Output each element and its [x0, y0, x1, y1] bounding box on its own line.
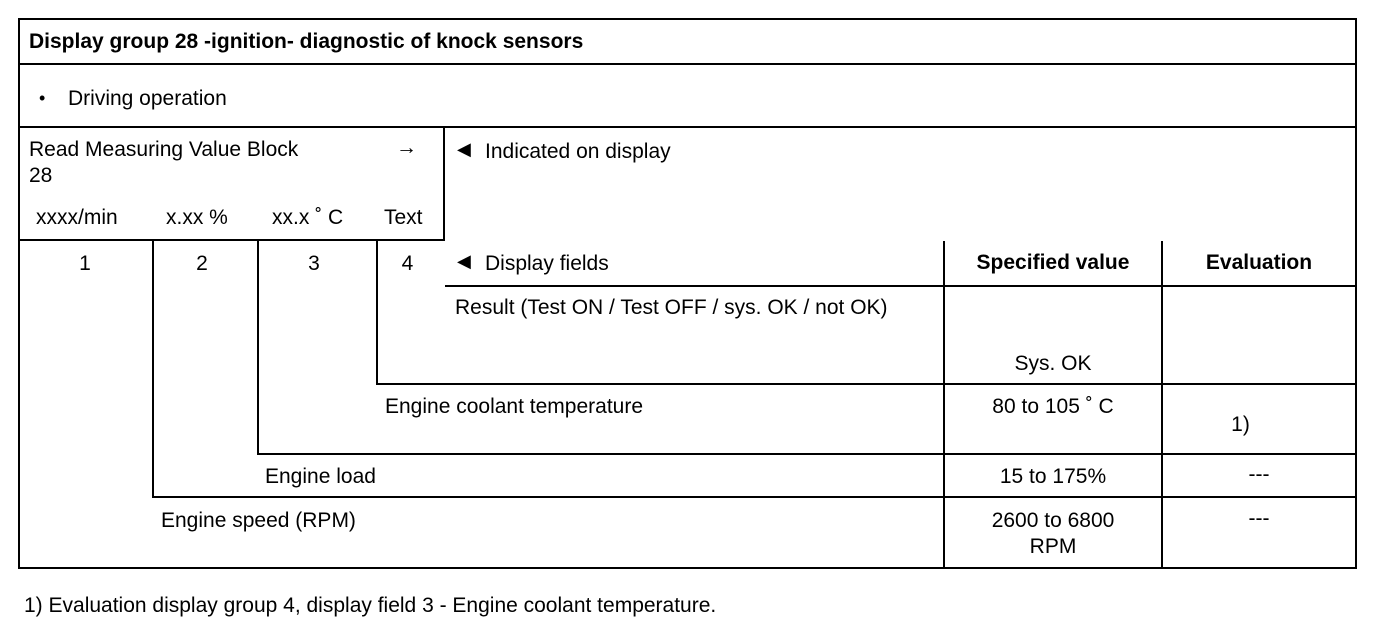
bracket-2-vertical	[152, 241, 154, 498]
unit-text: Text	[384, 206, 423, 229]
specified-header: Specified value	[976, 251, 1130, 274]
title-separator	[18, 63, 1357, 65]
display-fields-label: Display fields	[485, 252, 609, 275]
bracket-3-vertical	[257, 241, 259, 455]
field-number-1: 1	[79, 252, 91, 275]
measuring-box-right	[443, 126, 445, 241]
row-load-evaluation: ---	[1248, 463, 1270, 486]
row-result-field: Result (Test ON / Test OFF / sys. OK / not OK)	[455, 296, 888, 319]
row-coolant-evaluation: 1)	[1231, 413, 1250, 436]
display-fields-bottom	[445, 285, 1357, 287]
condition-separator	[18, 126, 1357, 128]
row-coolant-field: Engine coolant temperature	[385, 395, 643, 418]
row-speed-evaluation: ---	[1248, 507, 1270, 530]
bracket-4-vertical	[376, 241, 378, 385]
display-fields-marker-icon: ◀	[457, 251, 471, 271]
row-load-field: Engine load	[265, 465, 376, 488]
field-number-3: 3	[308, 252, 320, 275]
measuring-box-bottom	[18, 239, 445, 241]
measuring-block-title: Read Measuring Value Block	[29, 138, 299, 161]
condition-text: Driving operation	[68, 87, 227, 110]
frame-left	[18, 18, 20, 569]
indicated-marker-icon: ◀	[457, 139, 471, 159]
row-load-specified: 15 to 175%	[999, 465, 1107, 488]
indicated-label: Indicated on display	[485, 140, 671, 163]
frame-right	[1355, 18, 1357, 569]
field-number-4: 4	[401, 252, 414, 275]
bracket-2-horizontal	[152, 496, 1357, 498]
page-title: Display group 28 -ignition- diagnostic of knock sensors	[29, 30, 584, 53]
bullet-icon: •	[39, 88, 46, 108]
row-coolant-specified: 80 to 105 ˚ C	[992, 395, 1114, 418]
bracket-3-horizontal	[257, 453, 1357, 455]
measuring-block-number: 28	[29, 164, 53, 187]
row-result-specified: Sys. OK	[1014, 352, 1092, 375]
frame-bottom	[18, 567, 1357, 569]
evaluation-header: Evaluation	[1205, 251, 1313, 274]
bracket-4-horizontal	[376, 383, 1357, 385]
unit-load: x.xx %	[166, 206, 228, 229]
footnote: 1) Evaluation display group 4, display field 3 - Engine coolant temperature.	[24, 594, 717, 617]
unit-rpm: xxxx/min	[36, 206, 118, 229]
frame-top	[18, 18, 1357, 20]
unit-temp: xx.x ˚ C	[272, 206, 344, 229]
row-speed-specified: 2600 to 6800 RPM	[991, 509, 1115, 558]
field-number-2: 2	[196, 252, 208, 275]
row-speed-field: Engine speed (RPM)	[161, 509, 356, 532]
arrow-right-icon: →	[396, 136, 417, 159]
